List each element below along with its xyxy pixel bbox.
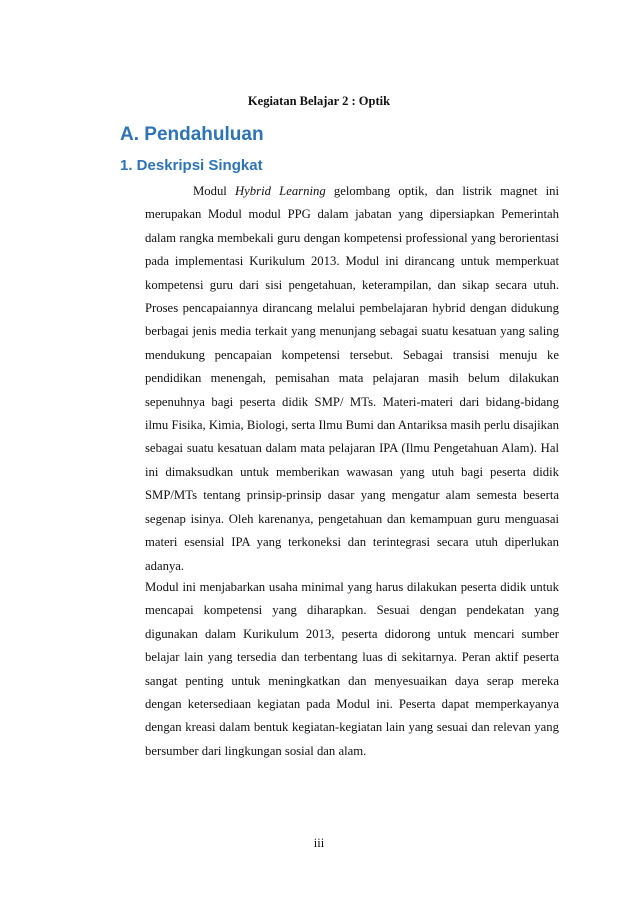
paragraph-emphasis: Hybrid Learning: [235, 184, 326, 198]
page-header-title: Kegiatan Belajar 2 : Optik: [247, 94, 391, 108]
section-heading: A. Pendahuluan: [120, 124, 264, 145]
subsection-heading: 1. Deskripsi Singkat: [120, 157, 263, 174]
description-paragraph-2: Modul ini menjabarkan usaha minimal yang harus dilakukan peserta didik untuk mencapai kompetensi yang diharapkan. Sesuai dengan pendekatan yang digunakan dalam Kurikulum 2013, peserta didorong untuk mencari sumber belajar lain yang tersedia dan terbentang luas di sekitarnya. Peran aktif peserta sangat penting untuk meningkatkan dan menyesuaikan daya serap mereka dengan ketersediaan kegiatan pada Modul ini. Peserta dapat memperkayanya dengan kreasi dalam bentuk kegiatan-kegiatan lain yang sesuai dan relevan yang bersumber dari lingkungan sosial dan alam.: [145, 580, 559, 758]
paragraph-lead: Modul: [193, 184, 236, 198]
description-paragraph-1: [145, 180, 559, 578]
paragraph-body: gelombang optik, dan listrik magnet ini merupakan Modul modul PPG dalam jabatan yang dipersiapkan Pemerintah dalam rangka membekali guru dengan kompetensi professional yang berorientasi pada implementasi Kurikulum 2013. Modul ini dirancang untuk memperkuat kompetensi guru dari sisi pengetahuan, keterampilan, dan sikap secara utuh. Proses pencapaiannya dirancang melalui pembelajaran hybrid dengan didukung berbagai jenis media terkait yang menunjang sebagai suatu kesatuan yang saling mendukung pencapaian kompetensi tersebut. Sebagai transisi menuju ke pendidikan menengah, pemisahan mata pelajaran masih belum dilakukan sepenuhnya bagi peserta didik SMP/ MTs. Materi-materi dari bidang-bidang ilmu Fisika, Kimia, Biologi, serta Ilmu Bumi dan Antariksa masih perlu disajikan sebagai suatu kesatuan dalam mata pelajaran IPA (Ilmu Pengetahuan Alam). Hal ini dimaksudkan untuk memberikan wawasan yang utuh bagi peserta didik SMP/MTs tentang prinsip-prinsip dasar yang mengatur alam semesta beserta segenap isinya. Oleh karenanya, pengetahuan dan kemampuan guru menguasai materi esensial IPA yang terkoneksi dan terintegrasi secara utuh diperlukan adanya.: [145, 184, 560, 573]
page-number: iii: [313, 836, 325, 850]
